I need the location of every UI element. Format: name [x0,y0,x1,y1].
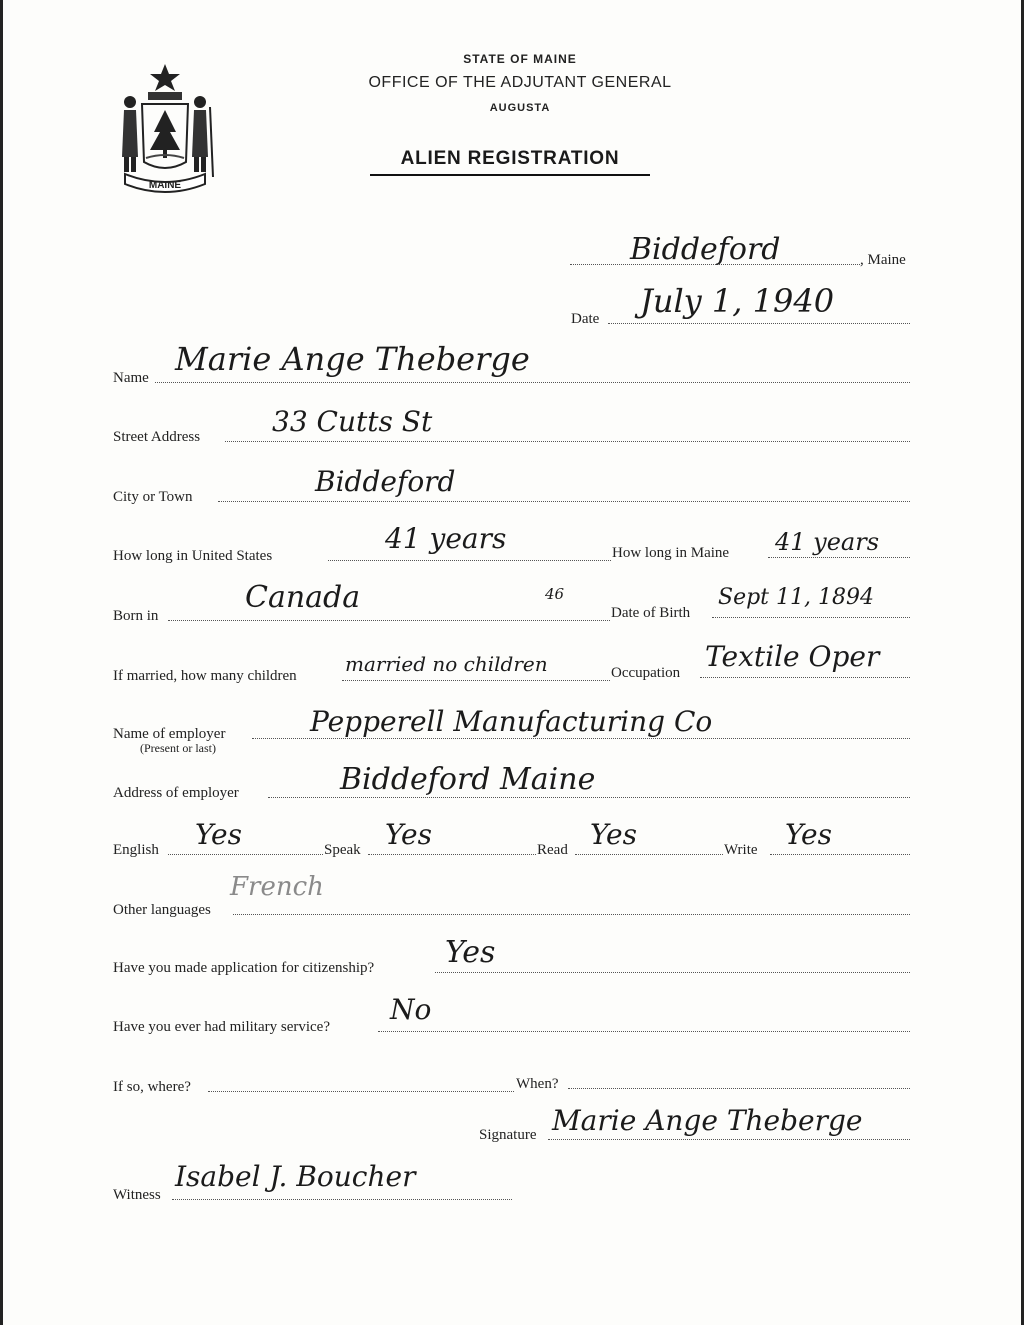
born-in-line [168,620,610,621]
employer-address-label: Address of employer [113,785,239,801]
speak-label: Speak [324,842,361,858]
read-label: Read [537,842,568,858]
citizenship-value: Yes [445,935,496,970]
state-seal-icon [110,62,220,197]
other-languages-value: French [230,872,324,902]
left-border [0,0,3,1325]
speak-line [368,854,536,855]
married-label: If married, how many children [113,668,297,684]
city-value: Biddeford [315,465,456,498]
name-label: Name [113,370,149,386]
street-value: 33 Cutts St [272,405,433,438]
name-value: Marie Ange Theberge [175,340,530,378]
how-long-maine-label: How long in Maine [612,545,730,561]
when-label: When? [516,1076,559,1092]
employer-line [252,738,910,739]
english-value: Yes [195,818,242,851]
born-in-label: Born in [113,608,159,624]
city-line [218,501,910,502]
date-value: July 1, 1940 [640,282,835,320]
age-note: 46 [545,585,565,603]
citizenship-label: Have you made application for citizenship? [113,960,375,976]
employer-label: Name of employer [113,726,226,742]
military-line [378,1031,910,1032]
town-value: Biddeford [630,232,781,267]
signature-label: Signature [479,1127,537,1143]
military-label: Have you ever had military service? [113,1019,330,1035]
other-languages-line [233,914,910,915]
street-line [225,441,910,442]
dob-value: Sept 11, 1894 [718,585,874,610]
signature-line [548,1139,910,1140]
date-label: Date [571,311,600,327]
name-line [155,382,910,383]
date-line [608,323,910,324]
married-line [342,680,610,681]
married-value: married no children [345,652,548,676]
form-title: ALIEN REGISTRATION [400,148,620,169]
where-label: If so, where? [113,1079,191,1095]
write-value: Yes [785,818,832,851]
citizenship-line [435,972,910,973]
occupation-label: Occupation [611,665,681,681]
english-label: English [113,842,159,858]
witness-label: Witness [113,1187,161,1203]
witness-value: Isabel J. Boucher [175,1160,416,1193]
employer-address-value: Biddeford Maine [340,762,596,797]
read-line [575,854,723,855]
employer-note: (Present or last) [140,741,216,755]
military-value: No [390,993,432,1026]
employer-address-line [268,797,910,798]
other-languages-label: Other languages [113,902,211,918]
svg-text:MAINE: MAINE [148,180,182,191]
title-underline [370,174,650,176]
write-line [770,854,910,855]
read-value: Yes [590,818,637,851]
how-long-us-line [328,560,611,561]
how-long-maine-line [768,557,910,558]
dob-line [712,617,910,618]
maine-label: , Maine [860,252,906,268]
signature-value: Marie Ange Theberge [552,1104,863,1137]
header-office: OFFICE OF THE ADJUTANT GENERAL [368,74,672,91]
witness-line [172,1199,512,1200]
city-label: City or Town [113,489,193,505]
english-line [168,854,323,855]
street-label: Street Address [113,429,201,445]
header-state: STATE OF MAINE [463,52,577,66]
how-long-us-label: How long in United States [113,548,273,564]
speak-value: Yes [385,818,432,851]
how-long-us-value: 41 years [385,522,507,555]
where-line [208,1091,514,1092]
employer-value: Pepperell Manufacturing Co [310,705,713,738]
write-label: Write [724,842,758,858]
occupation-value: Textile Oper [705,640,880,673]
when-line [568,1088,910,1089]
how-long-maine-value: 41 years [775,528,880,556]
dob-label: Date of Birth [611,605,691,621]
header-city: AUGUSTA [489,102,551,114]
occupation-line [700,677,910,678]
born-in-value: Canada [245,580,361,615]
